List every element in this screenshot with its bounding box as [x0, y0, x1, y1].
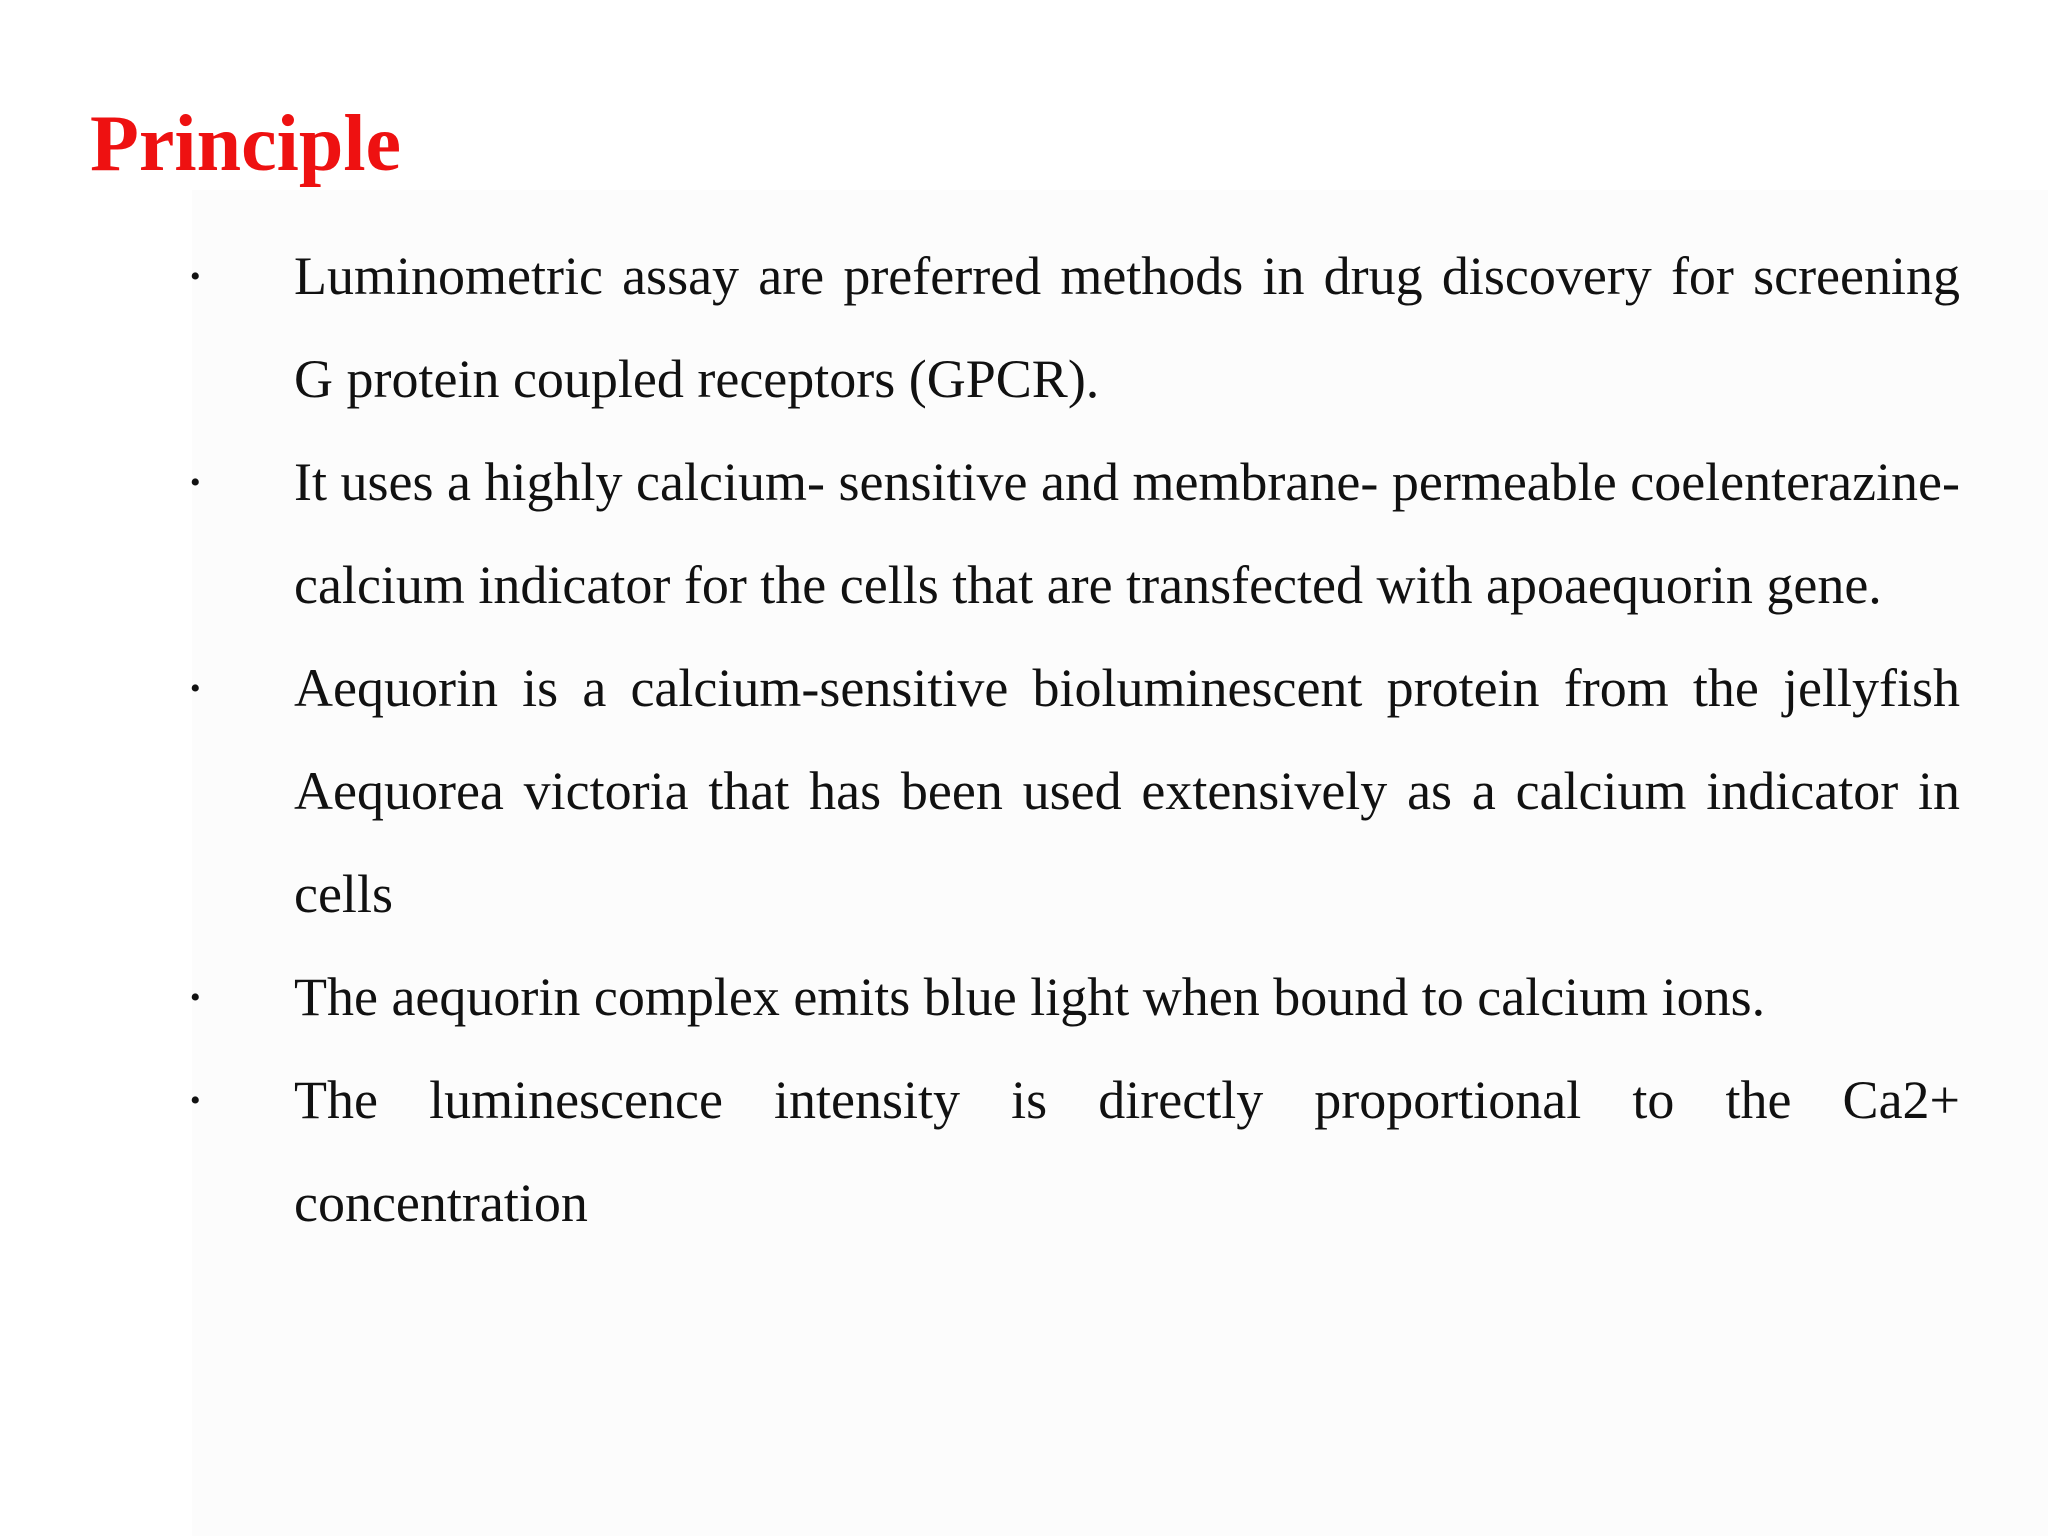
bullet-text: Luminometric assay are preferred methods in drug discovery for screening G protein coupled receptors (GPCR). — [294, 246, 1960, 409]
bullet-icon: • — [190, 1084, 201, 1117]
bullet-icon: • — [190, 260, 201, 293]
bullet-item-3 — [190, 637, 1960, 946]
bullet-text: The luminescence intensity is directly proportional to the Ca2+ concentration — [294, 1070, 1960, 1233]
bullet-icon: • — [190, 466, 201, 499]
bullet-icon: • — [190, 981, 201, 1014]
bullet-text: It uses a highly calcium- sensitive and membrane- permeable coelenterazine-calcium indicator for the cells that are transfected with apoaequorin gene. — [294, 452, 1960, 615]
bullet-text: The aequorin complex emits blue light when bound to calcium ions. — [294, 967, 1766, 1027]
bullet-text: Aequorin is a calcium-sensitive bioluminescent protein from the jellyfish Aequorea victoria that has been used extensively as a calcium indicator in cells — [294, 658, 1960, 924]
bullet-item-2 — [190, 431, 1960, 637]
bullet-icon: • — [190, 672, 201, 705]
slide-title: Principle — [90, 100, 402, 188]
bullet-list — [190, 225, 1960, 1255]
bullet-item-5 — [190, 1049, 1960, 1255]
bullet-item-1 — [190, 225, 1960, 431]
bullet-item-4 — [190, 946, 1960, 1049]
